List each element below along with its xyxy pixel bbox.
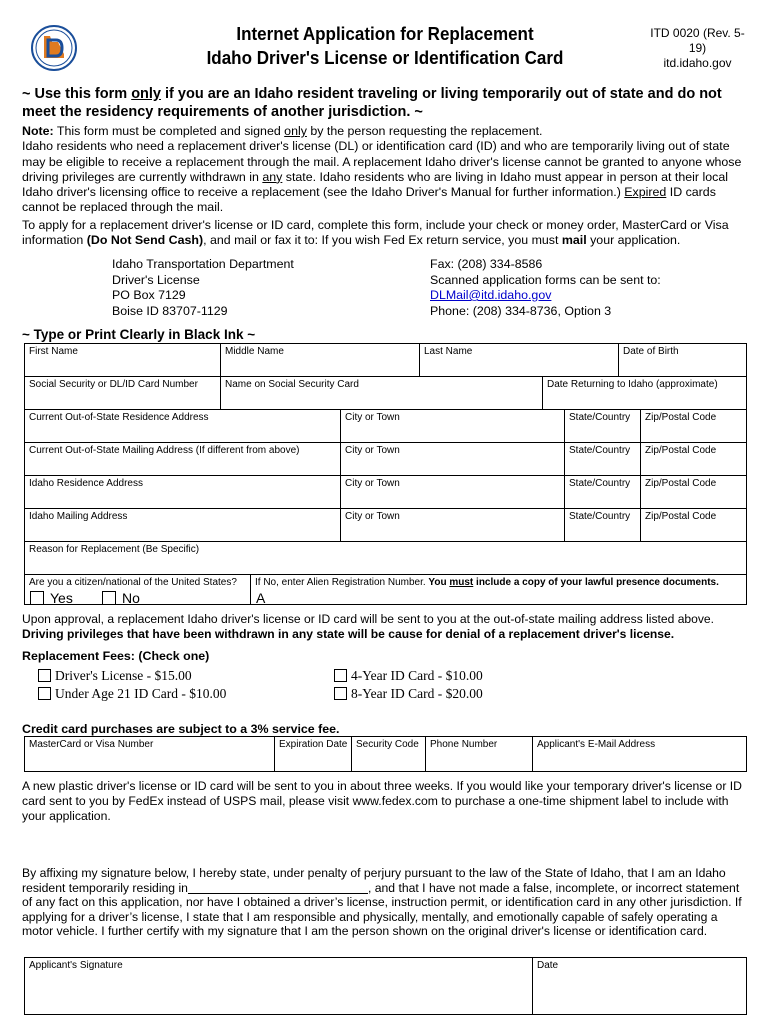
last-name-label: Last Name — [424, 346, 473, 357]
id4-checkbox[interactable] — [334, 669, 347, 682]
fedex-paragraph: A new plastic driver's license or ID card will be sent to you in about three weeks. If you would like your temporary driver's license or ID card sent to you by FedEx instead of USPS mail, please visit www.fedex.com to purchase a one-time shipment label to include with your application. — [22, 779, 742, 823]
idaho-mail-label: Idaho Mailing Address — [29, 511, 128, 522]
city-label: City or Town — [345, 412, 400, 423]
id8-checkbox[interactable] — [334, 687, 347, 700]
under21-checkbox[interactable] — [38, 687, 51, 700]
form-heading: ~ Type or Print Clearly in Black Ink ~ — [22, 327, 256, 342]
middle-name-label: Middle Name — [225, 346, 284, 357]
phone-input[interactable] — [429, 754, 528, 768]
alien-number-input[interactable] — [270, 590, 740, 604]
dob-label: Date of Birth — [623, 346, 679, 357]
yes-checkbox[interactable] — [30, 591, 44, 605]
zip-label: Zip/Postal Code — [645, 511, 717, 522]
ssn-input[interactable] — [28, 393, 216, 407]
date-returning-label: Date Returning to Idaho (approximate) — [547, 379, 718, 390]
use-notice: ~ Use this form only if you are an Idaho resident traveling or living temporarily out of state and do not meet the residency requirements of another jurisdiction. ~ — [22, 86, 722, 120]
last-name-input[interactable] — [423, 360, 613, 374]
form-number: ITD 0020 (Rev. 5-19) itd.idaho.gov — [650, 26, 745, 70]
name-on-ss-label: Name on Social Security Card — [225, 379, 359, 390]
dob-input[interactable] — [622, 360, 744, 374]
phone-label: Phone Number — [430, 739, 498, 750]
security-code-label: Security Code — [356, 739, 419, 750]
city-label: City or Town — [345, 445, 400, 456]
no-checkbox[interactable] — [102, 591, 116, 605]
state-label: State/Country — [569, 445, 631, 456]
state-label: State/Country — [569, 478, 631, 489]
email-link[interactable]: DLMail@itd.idaho.gov — [430, 288, 552, 302]
expiration-label: Expiration Date — [279, 739, 348, 750]
idaho-res-label: Idaho Residence Address — [29, 478, 143, 489]
reason-input[interactable] — [28, 558, 743, 572]
mailing-address: Idaho Transportation Department Driver's License PO Box 7129 Boise ID 83707-1129 — [112, 257, 294, 318]
date-label: Date — [537, 960, 559, 971]
card-number-input[interactable] — [28, 754, 270, 768]
state-label: State/Country — [569, 511, 631, 522]
page-title: Internet Application for Replacement Idaho Driver's License or Identification Card — [206, 23, 564, 68]
current-res-label: Current Out-of-State Residence Address — [29, 412, 209, 423]
citizen-question: Are you a citizen/national of the United States? — [29, 577, 237, 588]
approval-text: Upon approval, a replacement Idaho driver's license or ID card will be sent to you at the out-of-state mailing address listed above. Driving privileges that have been withdrawn in any state will be cause for denial of a replacement driver's license. — [22, 612, 715, 642]
citizen-yes[interactable]: Yes — [30, 590, 73, 606]
apply-paragraph: To apply for a replacement driver's license or ID card, complete this form, include your check or money order, MasterCard or Visa information (Do Not Send Cash), and mail or fax it to: If you wish Fed Ex return service, you must mail your application. — [22, 218, 729, 248]
current-mail-label: Current Out-of-State Mailing Address (If different from above) — [29, 445, 300, 456]
security-code-input[interactable] — [355, 754, 421, 768]
zip-label: Zip/Postal Code — [645, 412, 717, 423]
city-label: City or Town — [345, 511, 400, 522]
dl-checkbox[interactable] — [38, 669, 51, 682]
middle-name-input[interactable] — [224, 360, 414, 374]
alien-label: If No, enter Alien Registration Number. You must include a copy of your lawful presence documents. — [255, 577, 719, 588]
citizen-no[interactable]: No — [102, 590, 140, 606]
ssn-label: Social Security or DL/ID Card Number — [29, 379, 198, 390]
zip-label: Zip/Postal Code — [645, 445, 717, 456]
signature-label: Applicant's Signature — [29, 960, 123, 971]
fees-heading: Replacement Fees: (Check one) — [22, 649, 210, 663]
first-name-label: First Name — [29, 346, 78, 357]
payment-heading: Credit card purchases are subject to a 3% service fee. — [22, 722, 340, 736]
contact-info: Fax: (208) 334-8586 Scanned application forms can be sent to: DLMail@itd.idaho.gov Phone: (208) 334-8736, Option 3 — [430, 257, 661, 318]
email-label: Applicant's E-Mail Address — [537, 739, 656, 750]
email-input[interactable] — [536, 754, 743, 768]
residing-state-line[interactable] — [188, 882, 368, 894]
reason-label: Reason for Replacement (Be Specific) — [29, 544, 200, 555]
fee-8yr-id[interactable]: 8-Year ID Card - $20.00 — [334, 685, 483, 702]
alien-prefix: A — [256, 590, 266, 606]
fee-4yr-id[interactable]: 4-Year ID Card - $10.00 — [334, 667, 483, 684]
name-on-ss-input[interactable] — [224, 393, 538, 407]
first-name-input[interactable] — [28, 360, 216, 374]
fee-under21[interactable]: Under Age 21 ID Card - $10.00 — [38, 685, 226, 702]
note-paragraph: Note: This form must be completed and signed only by the person requesting the replacement. Idaho residents who need a replacement driver's license (DL) or identification card (ID) and who are temporarily living out of state may be eligible to receive a replacement through the mail. A replacement Idaho driver's license cannot be granted to anyone whose driving privileges are currently withdrawn in any state. Idaho residents who are living in Idaho must appear in person at their local Idaho driver's licensing office to receive a replacement (see the Idaho Driver's Manual for further information.) Expired ID cards cannot be replaced through the mail. — [22, 124, 742, 215]
zip-label: Zip/Postal Code — [645, 478, 717, 489]
affirmation-paragraph: By affixing my signature below, I hereby state, under penalty of perjury pursuant to the law of the State of Idaho, that I am an Idaho resident temporarily residing in , and that I have not made a false, incomplete, or incorrect statement of any fact on this application, nor have I obtained a driver’s license, instruction permit, or identification card in any other jurisdiction. If applying for a driver’s license, I state that I am responsible and physically, mentally, and emotionally capable of safely operating a motor vehicle. I further certify with my signature that I am the person shown on the original driver's license or identification card. — [22, 866, 742, 939]
expiration-input[interactable] — [278, 754, 348, 768]
city-label: City or Town — [345, 478, 400, 489]
card-number-label: MasterCard or Visa Number — [29, 739, 154, 750]
fee-drivers-license[interactable]: Driver's License - $15.00 — [38, 667, 192, 684]
date-returning-input[interactable] — [546, 393, 744, 407]
signature-date-input[interactable] — [536, 980, 743, 994]
state-label: State/Country — [569, 412, 631, 423]
idaho-logo — [30, 24, 78, 72]
signature-field[interactable] — [28, 975, 528, 1011]
